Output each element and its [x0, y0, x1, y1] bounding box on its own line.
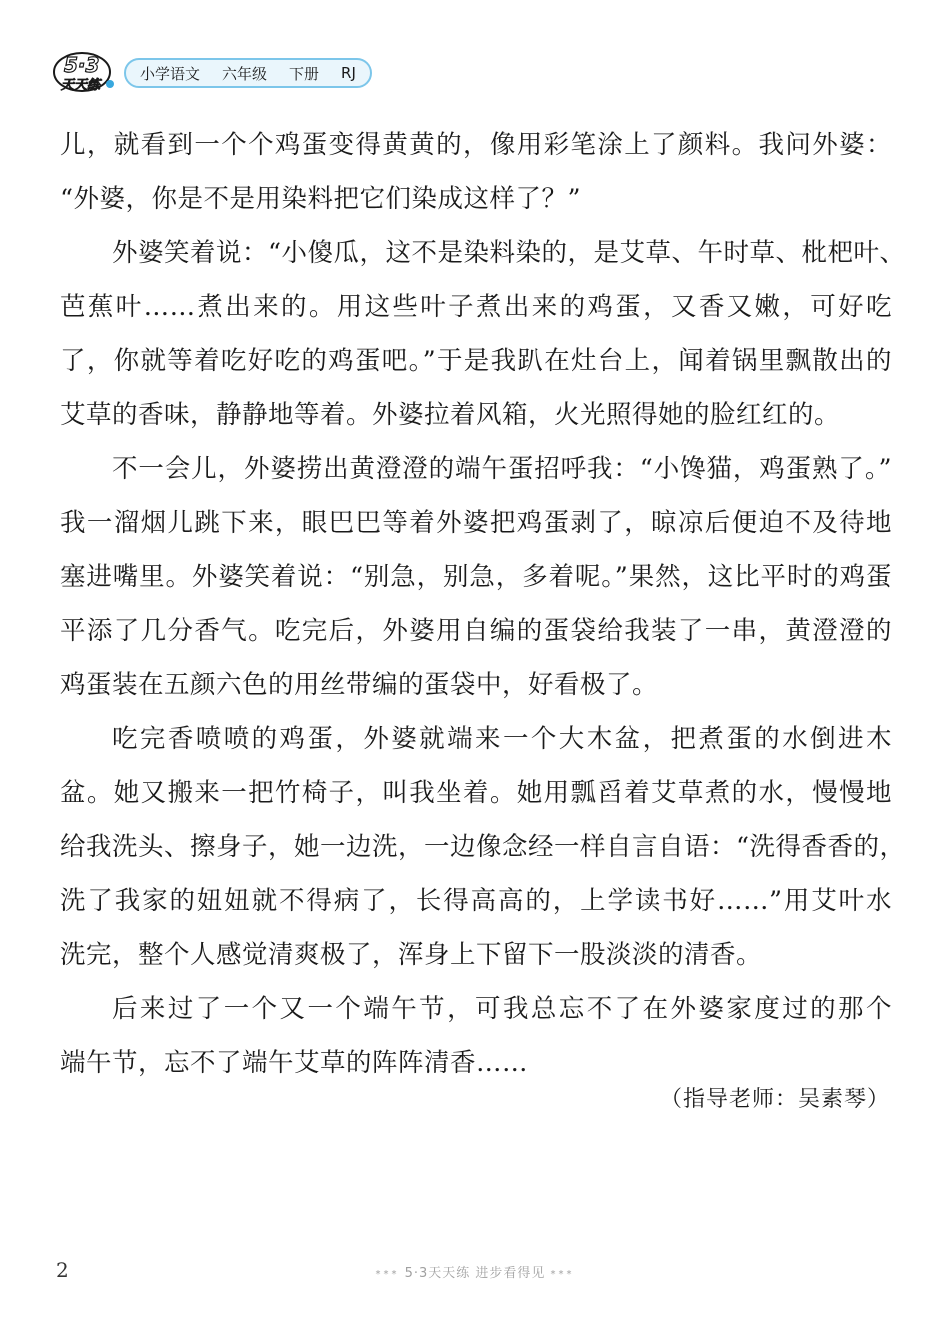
text-line: 洗了我家的妞妞就不得病了，长得高高的，上学读书好……”用艾叶水 [60, 886, 892, 916]
text-line: 给我洗头、擦身子，她一边洗，一边像念经一样自言自语：“洗得香香的， [60, 832, 906, 862]
text-line: 吃完香喷喷的鸡蛋，外婆就端来一个大木盆，把煮蛋的水倒进木 [112, 724, 892, 754]
text-line: 后来过了一个又一个端午节，可我总忘不了在外婆家度过的那个 [112, 994, 892, 1024]
slogan-text: 5·3天天练 进步看得见 [404, 1266, 546, 1281]
text-line: 盆。她又搬来一把竹椅子，叫我坐着。她用瓢舀着艾草煮的水，慢慢地 [60, 778, 892, 808]
text-line: 我一溜烟儿跳下来，眼巴巴等着外婆把鸡蛋剥了，晾凉后便迫不及待地 [60, 508, 892, 538]
grade-label: 六年级 [222, 64, 268, 83]
text-line: 塞进嘴里。外婆笑着说：“别急，别急，多着呢。”果然，这比平时的鸡蛋 [60, 562, 892, 592]
footer-slogan [0, 1262, 950, 1281]
text-line: 端午节，忘不了端午艾草的阵阵清香…… [60, 1048, 529, 1078]
edition-label: RJ [341, 64, 356, 82]
brand-logo [52, 46, 118, 94]
teacher-signature: （指导老师：吴素琴） [659, 1087, 890, 1112]
text-line: 洗完，整个人感觉清爽极了，浑身上下留下一股淡淡的清香。 [60, 940, 763, 970]
text-line: 芭蕉叶……煮出来的。用这些叶子煮出来的鸡蛋，又香又嫩，可好吃 [60, 292, 892, 322]
stars-decoration-left: *** [375, 1269, 400, 1280]
text-line: “外婆，你是不是用染料把它们染成这样了？” [60, 184, 582, 214]
text-line: 鸡蛋装在五颜六色的用丝带编的蛋袋中，好看极了。 [60, 670, 659, 700]
svg-text:5·3: 5·3 [64, 53, 100, 77]
page-number: 2 [56, 1258, 69, 1282]
subject-label: 小学语文 [140, 64, 201, 83]
text-line: 不一会儿，外婆捞出黄澄澄的端午蛋招呼我：“小馋猫，鸡蛋熟了。” [112, 454, 892, 484]
text-line: 外婆笑着说：“小傻瓜，这不是染料染的，是艾草、午时草、枇杷叶、 [112, 238, 906, 268]
svg-text:天天练: 天天练 [61, 78, 101, 93]
text-line: 平添了几分香气。吃完后，外婆用自编的蛋袋给我装了一串，黄澄澄的 [60, 616, 892, 646]
article-body [60, 118, 906, 1090]
book-info-pill [124, 58, 372, 88]
volume-label: 下册 [289, 64, 320, 83]
text-line: 儿，就看到一个个鸡蛋变得黄黄的，像用彩笔涂上了颜料。我问外婆： [60, 130, 892, 160]
text-line: 艾草的香味，静静地等着。外婆拉着风箱，火光照得她的脸红红的。 [60, 400, 841, 430]
text-line: 了，你就等着吃好吃的鸡蛋吧。”于是我趴在灶台上，闻着锅里飘散出的 [60, 346, 892, 376]
stars-decoration-right: *** [550, 1269, 575, 1280]
